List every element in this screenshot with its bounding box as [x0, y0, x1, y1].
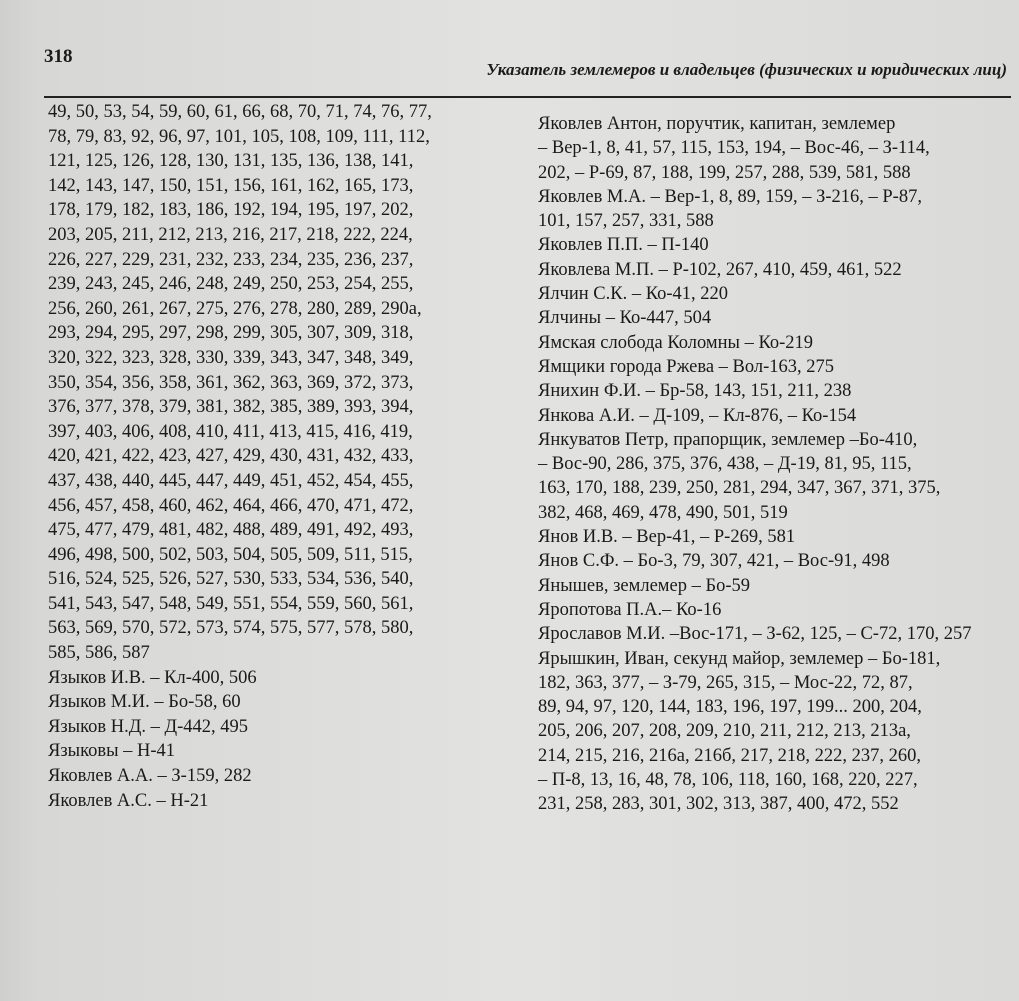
- index-line: 376, 377, 378, 379, 381, 382, 385, 389, 393, 394,: [48, 397, 414, 418]
- index-line: Яковлева М.П. – Р-102, 267, 410, 459, 461, 522: [538, 259, 902, 280]
- index-line: 382, 468, 469, 478, 490, 501, 519: [538, 502, 788, 523]
- index-line: 78, 79, 83, 92, 96, 97, 101, 105, 108, 109, 111, 112,: [48, 126, 430, 147]
- index-line: 142, 143, 147, 150, 151, 156, 161, 162, 165, 173,: [48, 175, 414, 196]
- index-line: 163, 170, 188, 239, 250, 281, 294, 347, 367, 371, 375,: [538, 478, 941, 499]
- index-line: 203, 205, 211, 212, 213, 216, 217, 218, 222, 224,: [48, 224, 413, 245]
- index-line: 182, 363, 377, – З-79, 265, 315, – Мос-22, 72, 87,: [538, 672, 913, 693]
- index-line: Яковлев Антон, поручтик, капитан, землемер: [538, 114, 896, 134]
- index-line: Языков М.И. – Бо-58, 60: [48, 692, 241, 713]
- index-line: 49, 50, 53, 54, 59, 60, 61, 66, 68, 70, 71, 74, 76, 77,: [48, 102, 432, 122]
- index-line: – Вос-90, 286, 375, 376, 438, – Д-19, 81, 95, 115,: [538, 454, 912, 475]
- index-line: 205, 206, 207, 208, 209, 210, 211, 212, 213, 213а,: [538, 721, 911, 742]
- page-gutter-shadow: [0, 0, 36, 1001]
- index-line: Ялчины – Ко-447, 504: [538, 308, 712, 329]
- index-line: Ярославов М.И. –Вос-171, – З-62, 125, – С-72, 170, 257: [538, 624, 972, 645]
- index-line: 89, 94, 97, 120, 144, 183, 196, 197, 199... 200, 204,: [538, 697, 922, 718]
- index-line: – П-8, 13, 16, 48, 78, 106, 118, 160, 168, 220, 227,: [538, 770, 918, 791]
- header-rule: [44, 96, 1011, 98]
- index-line: Языков И.В. – Кл-400, 506: [48, 667, 257, 688]
- index-line: Яковлев А.С. – Н-21: [48, 790, 209, 811]
- index-line: Яковлев А.А. – З-159, 282: [48, 766, 252, 787]
- index-line: 320, 322, 323, 328, 330, 339, 343, 347, 348, 349,: [48, 347, 414, 368]
- page-number: 318: [44, 46, 73, 67]
- index-line: 420, 421, 422, 423, 427, 429, 430, 431, 432, 433,: [48, 446, 414, 467]
- index-line: 541, 543, 547, 548, 549, 551, 554, 559, 560, 561,: [48, 593, 414, 614]
- index-line: Янов И.В. – Вер-41, – Р-269, 581: [538, 527, 796, 548]
- index-line: Янкуватов Петр, прапорщик, землемер –Бо-410,: [538, 429, 918, 450]
- index-line: 226, 227, 229, 231, 232, 233, 234, 235, 236, 237,: [48, 249, 414, 270]
- index-line: 256, 260, 261, 267, 275, 276, 278, 280, 289, 290а,: [48, 298, 422, 319]
- index-line: 563, 569, 570, 572, 573, 574, 575, 577, 578, 580,: [48, 618, 414, 639]
- index-line: Языков Н.Д. – Д-442, 495: [48, 716, 248, 737]
- index-line: 397, 403, 406, 408, 410, 411, 413, 415, 416, 419,: [48, 421, 413, 442]
- index-line: Яковлев М.А. – Вер-1, 8, 89, 159, – З-216, – Р-87,: [538, 186, 922, 207]
- right-index-column: [538, 112, 1008, 817]
- index-line: Ярышкин, Иван, секунд майор, землемер – Бо-181,: [538, 648, 941, 669]
- index-line: 475, 477, 479, 481, 482, 488, 489, 491, 492, 493,: [48, 520, 414, 541]
- index-line: 202, – Р-69, 87, 188, 199, 257, 288, 539, 581, 588: [538, 162, 911, 183]
- index-line: Яковлев П.П. – П-140: [538, 235, 709, 256]
- index-line: 516, 524, 525, 526, 527, 530, 533, 534, 536, 540,: [48, 569, 414, 590]
- page-header: [0, 40, 1019, 96]
- left-index-column: [48, 100, 518, 813]
- index-line: Ямская слобода Коломны – Ко-219: [538, 332, 814, 353]
- index-line: 178, 179, 182, 183, 186, 192, 194, 195, 197, 202,: [48, 200, 414, 221]
- index-line: Янкова А.И. – Д-109, – Кл-876, – Ко-154: [538, 405, 857, 426]
- index-line: Янышев, землемер – Бо-59: [538, 575, 750, 596]
- index-line: 231, 258, 283, 301, 302, 313, 387, 400, 472, 552: [538, 794, 899, 815]
- index-line: Янов С.Ф. – Бо-3, 79, 307, 421, – Вос-91, 498: [538, 551, 890, 572]
- index-line: Ялчин С.К. – Ко-41, 220: [538, 284, 729, 305]
- index-line: Ямщики города Ржева – Вол-163, 275: [538, 356, 835, 377]
- index-line: 101, 157, 257, 331, 588: [538, 211, 714, 232]
- running-title: Указатель землемеров и владельцев (физических и юридических лиц): [486, 60, 1007, 79]
- index-line: 456, 457, 458, 460, 462, 464, 466, 470, 471, 472,: [48, 495, 414, 516]
- index-line: 239, 243, 245, 246, 248, 249, 250, 253, 254, 255,: [48, 274, 414, 295]
- index-line: Яропотова П.А.– Ко-16: [538, 599, 722, 620]
- index-line: 585, 586, 587: [48, 643, 150, 664]
- index-line: 496, 498, 500, 502, 503, 504, 505, 509, 511, 515,: [48, 544, 413, 565]
- index-line: Языковы – Н-41: [48, 741, 176, 762]
- index-line: 437, 438, 440, 445, 447, 449, 451, 452, 454, 455,: [48, 470, 414, 491]
- index-line: 293, 294, 295, 297, 298, 299, 305, 307, 309, 318,: [48, 323, 414, 344]
- index-line: 214, 215, 216, 216а, 216б, 217, 218, 222, 237, 260,: [538, 745, 921, 766]
- index-line: Янихин Ф.И. – Бр-58, 143, 151, 211, 238: [538, 381, 852, 402]
- index-line: – Вер-1, 8, 41, 57, 115, 153, 194, – Вос-46, – З-114,: [538, 138, 930, 159]
- index-line: 350, 354, 356, 358, 361, 362, 363, 369, 372, 373,: [48, 372, 414, 393]
- index-line: 121, 125, 126, 128, 130, 131, 135, 136, 138, 141,: [48, 151, 414, 172]
